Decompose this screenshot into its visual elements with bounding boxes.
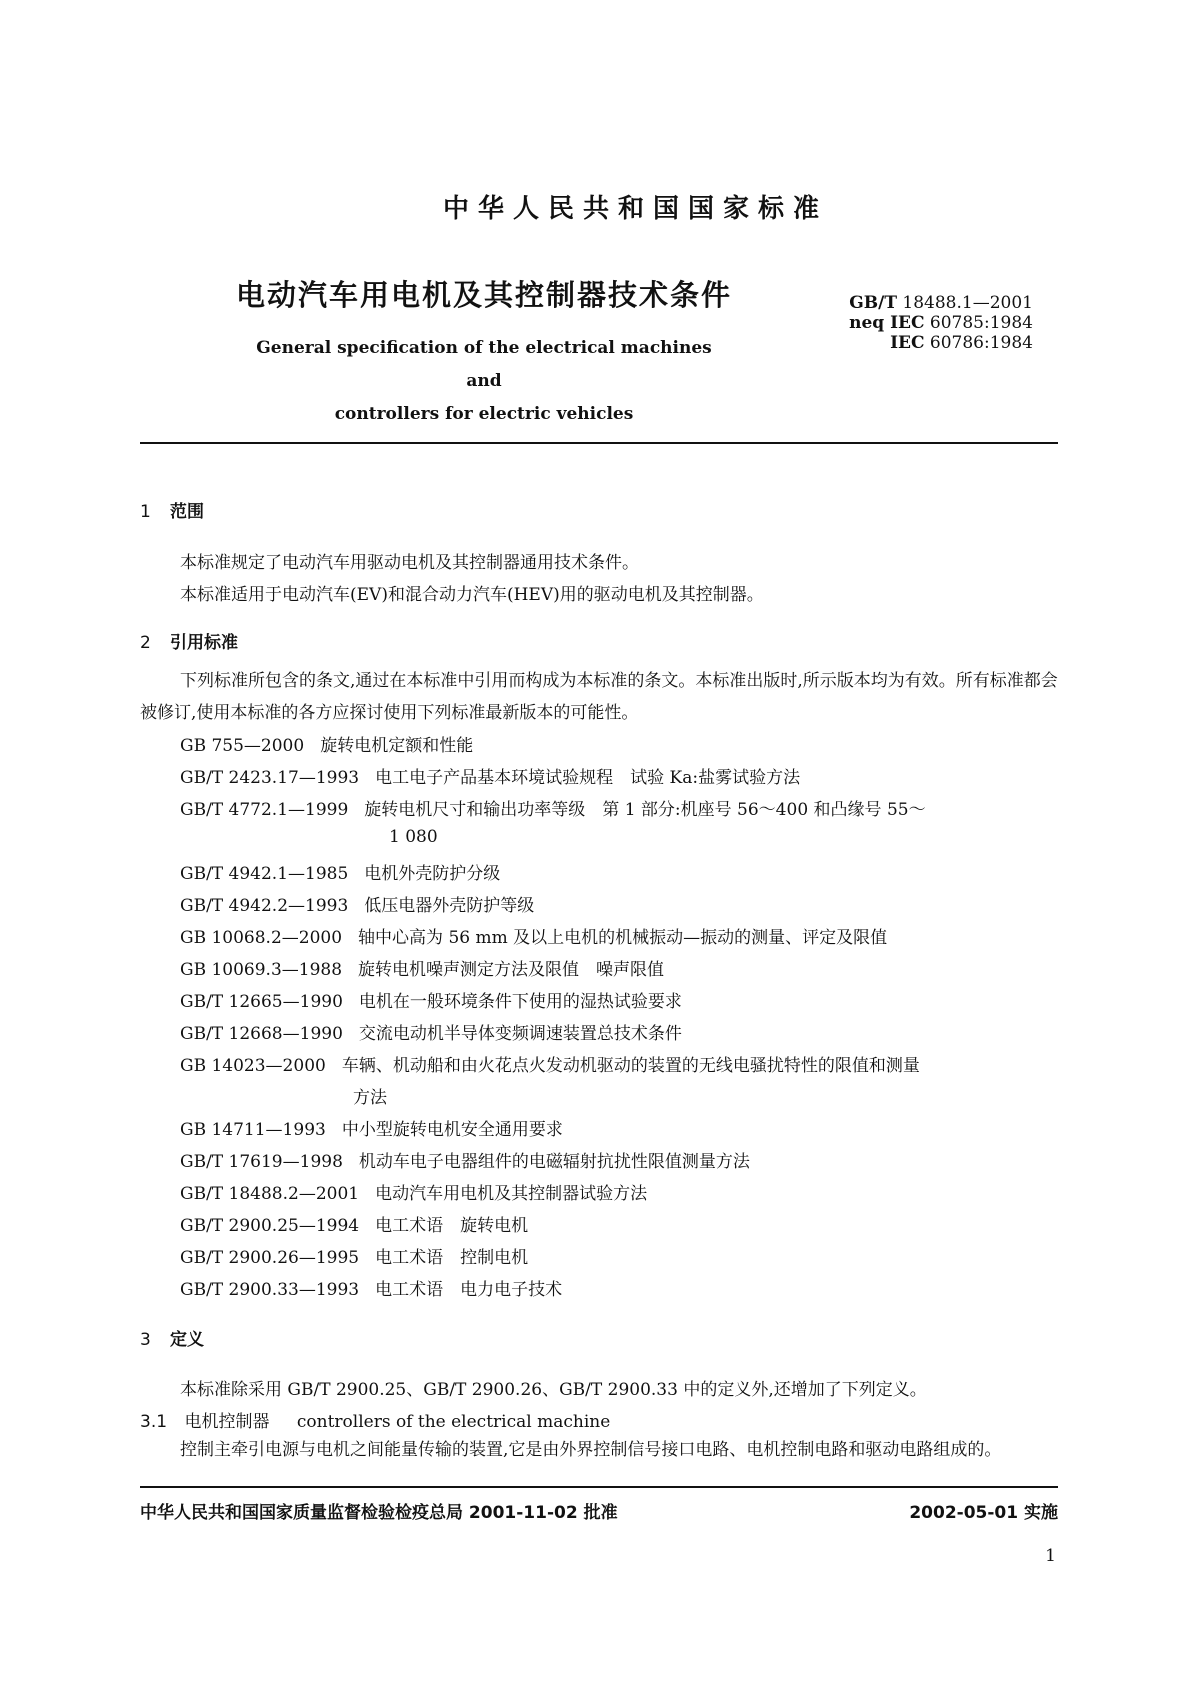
reference-item: GB 10068.2—2000 轴中心高为 56 mm 及以上电机的机械振动—振动的测量、评定及限值 (180, 928, 888, 948)
national-standard-heading: 中华人民共和国国家标准 (442, 194, 828, 224)
definition-term-en: controllers of the electrical machine (296, 1412, 611, 1432)
document-title-cn: 电动汽车用电机及其控制器技术条件 (236, 278, 733, 312)
reference-item: GB/T 18488.2—2001 电动汽车用电机及其控制器试验方法 (180, 1184, 648, 1204)
document-title-en (250, 332, 718, 431)
reference-item: GB/T 4942.1—1985 电机外壳防护分级 (180, 864, 501, 884)
footer-divider (140, 1486, 1058, 1488)
reference-item: GB/T 12665—1990 电机在一般环境条件下使用的湿热试验要求 (180, 992, 682, 1012)
header-divider (140, 442, 1058, 444)
neq-standard-1: neq IEC 60785:1984 (849, 313, 1033, 333)
section-1-heading: 1 范围 (140, 502, 204, 522)
reference-item: GB/T 4772.1—1999 旋转电机尺寸和输出功率等级 第 1 部分:机座号 56～400 和凸缘号 55～ (180, 800, 926, 820)
definition-3-1-heading (140, 1407, 610, 1432)
page-number: 1 (1045, 1546, 1056, 1566)
reference-item-continuation: 方法 (353, 1088, 387, 1108)
reference-item: GB/T 4942.2—1993 低压电器外壳防护等级 (180, 896, 535, 916)
definition-number: 3.1 (140, 1412, 168, 1432)
reference-item: GB 10069.3—1988 旋转电机噪声测定方法及限值 噪声限值 (180, 960, 665, 980)
definition-3-1-text: 控制主牵引电源与电机之间能量传输的装置,它是由外界控制信号接口电路、电机控制电路和驱动电路组成的。 (180, 1440, 1002, 1460)
neq-standard-2: IEC 60786:1984 (890, 333, 1033, 353)
reference-item: GB/T 2900.26—1995 电工术语 控制电机 (180, 1248, 529, 1268)
reference-item-continuation: 1 080 (389, 827, 438, 847)
section-3-heading: 3 定义 (140, 1330, 204, 1350)
reference-item: GB/T 2900.25—1994 电工术语 旋转电机 (180, 1216, 529, 1236)
title-en-line-2: controllers for electric vehicles (334, 404, 634, 424)
reference-item: GB/T 12668—1990 交流电动机半导体变频调速装置总技术条件 (180, 1024, 682, 1044)
scope-paragraph-2: 本标准适用于电动汽车(EV)和混合动力汽车(HEV)用的驱动电机及其控制器。 (180, 585, 764, 605)
reference-item: GB/T 2423.17—1993 电工电子产品基本环境试验规程 试验 Ka:盐雾试验方法 (180, 768, 801, 788)
reference-item: GB 14023—2000 车辆、机动船和由火花点火发动机驱动的装置的无线电骚扰特性的限值和测量 (180, 1056, 920, 1076)
reference-item: GB/T 2900.33—1993 电工术语 电力电子技术 (180, 1280, 563, 1300)
effective-date: 2002-05-01 实施 (909, 1503, 1058, 1523)
reference-item: GB 14711—1993 中小型旋转电机安全通用要求 (180, 1120, 563, 1140)
title-en-line-1: General specification of the electrical machines and (256, 338, 712, 391)
reference-item: GB/T 17619—1998 机动车电子电器组件的电磁辐射抗扰性限值测量方法 (180, 1152, 750, 1172)
reference-item: GB 755—2000 旋转电机定额和性能 (180, 736, 474, 756)
definitions-intro: 本标准除采用 GB/T 2900.25、GB/T 2900.26、GB/T 2900.33 中的定义外,还增加了下列定义。 (180, 1380, 927, 1400)
definition-term-cn: 电机控制器 (184, 1412, 270, 1432)
standard-number-block (849, 293, 1033, 353)
standard-number: GB/T 18488.1—2001 (849, 293, 1033, 313)
section-2-heading: 2 引用标准 (140, 633, 238, 653)
issuer-approval: 中华人民共和国国家质量监督检验检疫总局 2001-11-02 批准 (140, 1503, 618, 1523)
references-intro: 下列标准所包含的条文,通过在本标准中引用而构成为本标准的条文。本标准出版时,所示版本均为有效。所有标准都会被修订,使用本标准的各方应探讨使用下列标准最新版本的可能性。 (140, 671, 1058, 723)
scope-paragraph-1: 本标准规定了电动汽车用驱动电机及其控制器通用技术条件。 (180, 553, 639, 573)
